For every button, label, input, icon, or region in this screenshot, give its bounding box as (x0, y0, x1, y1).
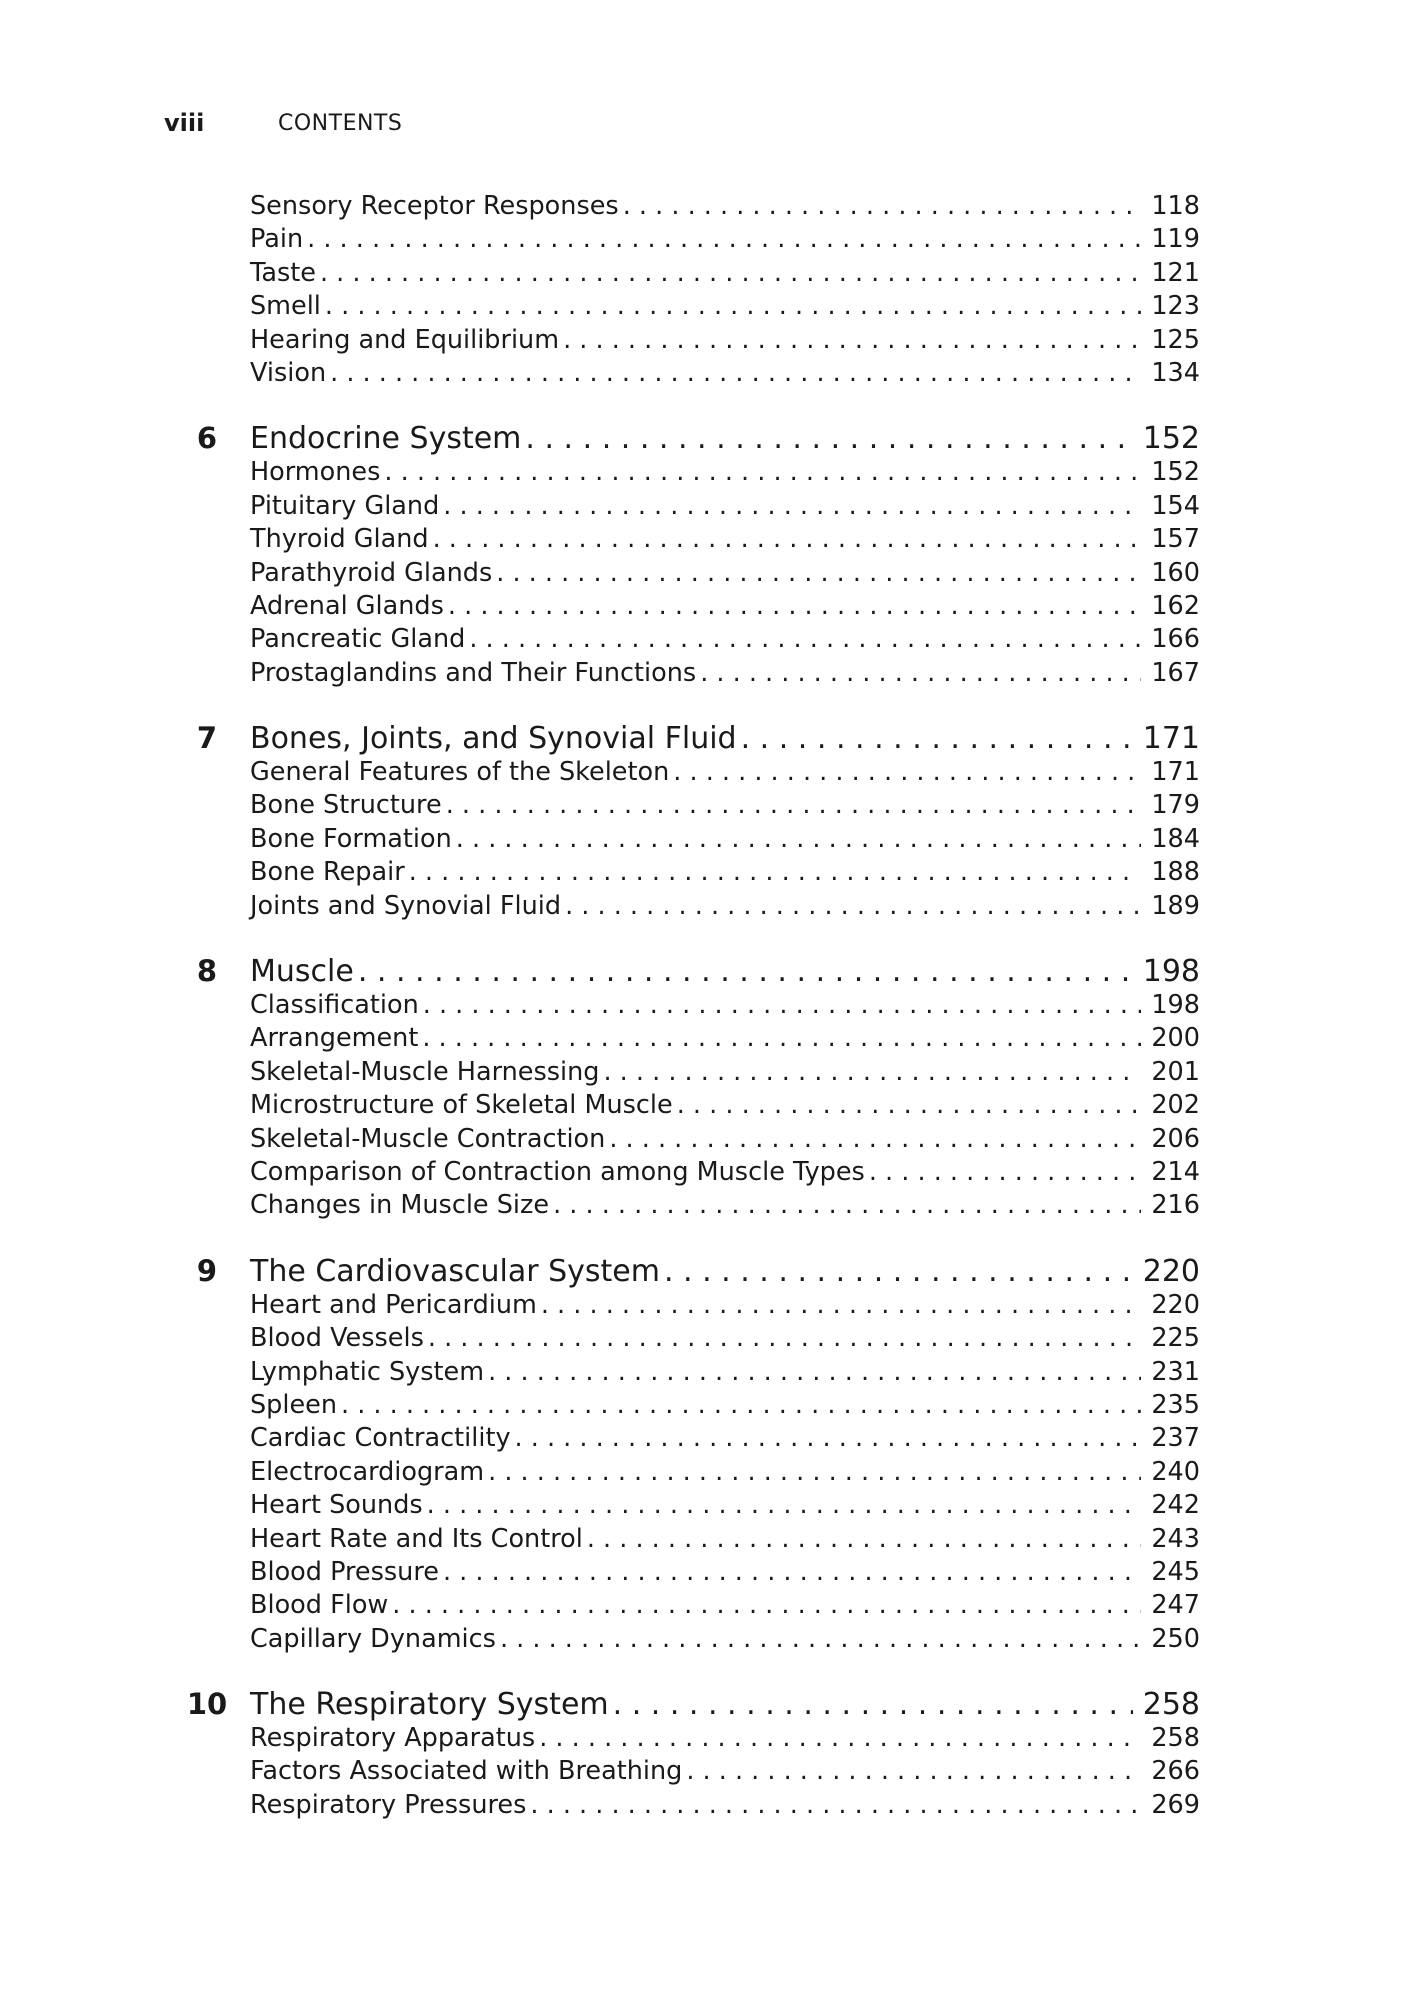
section-title: Joints and Synovial Fluid (250, 890, 562, 921)
chapter-entry[interactable] (164, 1686, 1200, 1722)
section-entry[interactable] (164, 1289, 1200, 1322)
section-title: Prostaglandins and Their Functions (250, 657, 697, 688)
chapter-number: 9 (196, 1253, 218, 1288)
page-reference: 225 (1151, 1323, 1200, 1354)
section-entry[interactable] (164, 789, 1200, 822)
chapter-entry[interactable] (164, 420, 1200, 456)
section-title: Factors Associated with Breathing (250, 1756, 683, 1787)
section-title: Skeletal-Muscle Harnessing (250, 1056, 600, 1087)
dot-leader (384, 456, 1141, 489)
chapter-title: The Respiratory System (250, 1687, 609, 1723)
dot-leader (686, 1755, 1141, 1788)
section-entry[interactable] (164, 1489, 1200, 1522)
section-title: Skeletal-Muscle Contraction (250, 1123, 606, 1154)
page-reference: 134 (1151, 357, 1200, 388)
page-reference: 198 (1142, 954, 1200, 990)
section-title: Microstructure of Skeletal Muscle (250, 1090, 673, 1121)
page-reference: 243 (1151, 1523, 1200, 1554)
dot-leader (320, 257, 1141, 290)
dot-leader (423, 989, 1142, 1022)
section-title: Heart Rate and Its Control (250, 1523, 583, 1554)
page-reference: 152 (1142, 421, 1200, 457)
dot-leader (448, 590, 1141, 623)
page-reference: 247 (1151, 1590, 1200, 1621)
page-reference: 119 (1151, 224, 1200, 255)
section-title: Cardiac Contractility (250, 1423, 511, 1454)
page-reference: 200 (1151, 1023, 1200, 1054)
section-entry[interactable] (164, 1755, 1200, 1788)
section-entry[interactable] (164, 557, 1200, 590)
page-reference: 214 (1151, 1156, 1200, 1187)
dot-leader (700, 657, 1141, 690)
dot-leader (515, 1422, 1142, 1455)
page-reference: 237 (1151, 1423, 1200, 1454)
section-entry[interactable] (164, 190, 1200, 223)
page-reference: 240 (1151, 1456, 1200, 1487)
toc-group (164, 1686, 1200, 1822)
dot-leader (539, 1722, 1141, 1755)
page-reference: 269 (1151, 1789, 1200, 1820)
page-reference: 216 (1151, 1190, 1200, 1221)
dot-leader (358, 954, 1133, 990)
section-entry[interactable] (164, 1389, 1200, 1422)
dot-leader (525, 421, 1132, 457)
running-head: CONTENTS (278, 110, 403, 136)
dot-leader (623, 190, 1142, 223)
page-number: viii (164, 109, 205, 137)
section-entry[interactable] (164, 456, 1200, 489)
chapter-entry[interactable] (164, 720, 1200, 756)
section-entry[interactable] (164, 1589, 1200, 1622)
page-reference: 220 (1142, 1253, 1200, 1289)
dot-leader (443, 1556, 1141, 1589)
toc-group (164, 1253, 1200, 1656)
section-title: Hearing and Equilibrium (250, 324, 560, 355)
dot-leader (664, 1254, 1133, 1290)
section-entry[interactable] (164, 257, 1200, 290)
page-reference: 166 (1151, 624, 1200, 655)
section-entry[interactable] (164, 590, 1200, 623)
chapter-number: 8 (196, 954, 218, 989)
page-reference: 121 (1151, 257, 1200, 288)
dot-leader (603, 1056, 1141, 1089)
section-title: Adrenal Glands (250, 590, 444, 621)
toc-group (164, 420, 1200, 690)
page-reference: 250 (1151, 1623, 1200, 1654)
section-title: Blood Flow (250, 1590, 389, 1621)
dot-leader (869, 1156, 1141, 1189)
section-title: Comparison of Contraction among Muscle Types (250, 1156, 865, 1187)
section-title: Taste (250, 257, 316, 288)
section-entry[interactable] (164, 823, 1200, 856)
page-reference: 160 (1151, 557, 1200, 588)
section-entry[interactable] (164, 1189, 1200, 1222)
dot-leader (609, 1123, 1141, 1156)
dot-leader (553, 1189, 1141, 1222)
dot-leader (341, 1389, 1141, 1422)
section-entry[interactable] (164, 290, 1200, 323)
page-reference: 201 (1151, 1056, 1200, 1087)
section-title: Bone Structure (250, 790, 442, 821)
section-title: Heart and Pericardium (250, 1289, 537, 1320)
dot-leader (541, 1289, 1141, 1322)
page-reference: 188 (1151, 857, 1200, 888)
dot-leader (409, 856, 1142, 889)
section-entry[interactable] (164, 1789, 1200, 1822)
section-entry[interactable] (164, 1556, 1200, 1589)
dot-leader (496, 557, 1141, 590)
section-entry[interactable] (164, 1722, 1200, 1755)
section-entry[interactable] (164, 1089, 1200, 1122)
chapter-title: The Cardiovascular System (250, 1253, 660, 1289)
page-reference: 266 (1151, 1756, 1200, 1787)
section-title: Capillary Dynamics (250, 1623, 496, 1654)
toc-group (164, 953, 1200, 1223)
section-title: Classification (250, 990, 419, 1021)
section-entry[interactable] (164, 989, 1200, 1022)
section-entry[interactable] (164, 523, 1200, 556)
dot-leader (433, 523, 1142, 556)
section-entry[interactable] (164, 223, 1200, 256)
dot-leader (673, 756, 1141, 789)
section-title: Hormones (250, 457, 381, 488)
toc-group (164, 720, 1200, 923)
page-reference: 171 (1142, 721, 1200, 757)
section-title: Parathyroid Glands (250, 557, 493, 588)
page-reference: 220 (1151, 1289, 1200, 1320)
dot-leader (325, 290, 1141, 323)
chapter-title: Endocrine System (250, 421, 522, 457)
section-title: Lymphatic System (250, 1356, 485, 1387)
dot-leader (446, 789, 1142, 822)
dot-leader (530, 1789, 1141, 1822)
section-entry[interactable] (164, 1356, 1200, 1389)
dot-leader (469, 623, 1141, 656)
dot-leader (427, 1489, 1142, 1522)
section-entry[interactable] (164, 623, 1200, 656)
section-title: Arrangement (250, 1023, 419, 1054)
section-title: Changes in Muscle Size (250, 1190, 550, 1221)
page-header (164, 106, 402, 140)
section-title: Spleen (250, 1389, 337, 1420)
section-entry[interactable] (164, 1022, 1200, 1055)
section-title: Vision (250, 357, 327, 388)
dot-leader (488, 1456, 1141, 1489)
toc-group (164, 190, 1200, 390)
page-reference: 235 (1151, 1389, 1200, 1420)
dot-leader (488, 1356, 1141, 1389)
section-entry[interactable] (164, 1456, 1200, 1489)
table-of-contents (164, 190, 1200, 1822)
page-reference: 231 (1151, 1356, 1200, 1387)
dot-leader (443, 490, 1141, 523)
page-reference: 189 (1151, 890, 1200, 921)
section-entry[interactable] (164, 756, 1200, 789)
section-entry[interactable] (164, 890, 1200, 923)
page-reference: 179 (1151, 790, 1200, 821)
section-title: Smell (250, 291, 321, 322)
section-title: General Features of the Skeleton (250, 757, 670, 788)
dot-leader (587, 1523, 1142, 1556)
chapter-title: Muscle (250, 954, 354, 990)
page-reference: 118 (1151, 191, 1200, 221)
page-reference: 258 (1142, 1687, 1200, 1723)
section-entry[interactable] (164, 490, 1200, 523)
dot-leader (422, 1022, 1141, 1055)
page-reference: 154 (1151, 490, 1200, 521)
page-reference: 198 (1151, 990, 1200, 1021)
section-title: Thyroid Gland (250, 524, 429, 555)
page-reference: 242 (1151, 1490, 1200, 1521)
section-title: Respiratory Pressures (250, 1789, 527, 1820)
dot-leader (307, 223, 1141, 256)
chapter-number: 6 (196, 421, 218, 456)
section-entry[interactable] (164, 1422, 1200, 1455)
dot-leader (677, 1089, 1142, 1122)
section-entry[interactable] (164, 657, 1200, 690)
dot-leader (500, 1623, 1141, 1656)
section-entry[interactable] (164, 1322, 1200, 1355)
section-title: Respiratory Apparatus (250, 1723, 536, 1754)
section-title: Blood Vessels (250, 1323, 424, 1354)
dot-leader (330, 357, 1141, 390)
dot-leader (565, 890, 1141, 923)
section-title: Heart Sounds (250, 1490, 423, 1521)
page-reference: 245 (1151, 1556, 1200, 1587)
section-title: Bone Formation (250, 823, 452, 854)
page-reference: 184 (1151, 823, 1200, 854)
chapter-entry[interactable] (164, 1253, 1200, 1289)
dot-leader (392, 1589, 1141, 1622)
dot-leader (456, 823, 1142, 856)
page-reference: 206 (1151, 1123, 1200, 1154)
section-entry[interactable] (164, 1523, 1200, 1556)
section-title: Pancreatic Gland (250, 624, 466, 655)
section-entry[interactable] (164, 324, 1200, 357)
chapter-title: Bones, Joints, and Synovial Fluid (250, 721, 737, 757)
page-reference: 171 (1151, 757, 1200, 788)
dot-leader (428, 1322, 1141, 1355)
page-reference: 157 (1151, 524, 1200, 555)
section-title: Pituitary Gland (250, 490, 440, 521)
chapter-number: 10 (186, 1687, 228, 1722)
section-title: Pain (250, 224, 304, 255)
section-entry[interactable] (164, 1623, 1200, 1656)
section-title: Sensory Receptor Responses (250, 191, 619, 221)
section-entry[interactable] (164, 856, 1200, 889)
page-reference: 202 (1151, 1090, 1200, 1121)
dot-leader (741, 721, 1133, 757)
page-reference: 125 (1151, 324, 1200, 355)
section-title: Electrocardiogram (250, 1456, 485, 1487)
section-entry[interactable] (164, 357, 1200, 390)
page-reference: 167 (1151, 657, 1200, 688)
page-reference: 162 (1151, 590, 1200, 621)
section-title: Bone Repair (250, 857, 405, 888)
page-reference: 152 (1151, 457, 1200, 488)
section-title: Blood Pressure (250, 1556, 439, 1587)
page-reference: 258 (1151, 1723, 1200, 1754)
chapter-entry[interactable] (164, 953, 1200, 989)
section-entry[interactable] (164, 1056, 1200, 1089)
chapter-number: 7 (196, 721, 218, 756)
dot-leader (613, 1687, 1133, 1723)
dot-leader (563, 324, 1141, 357)
page-reference: 123 (1151, 291, 1200, 322)
section-entry[interactable] (164, 1156, 1200, 1189)
section-entry[interactable] (164, 1123, 1200, 1156)
